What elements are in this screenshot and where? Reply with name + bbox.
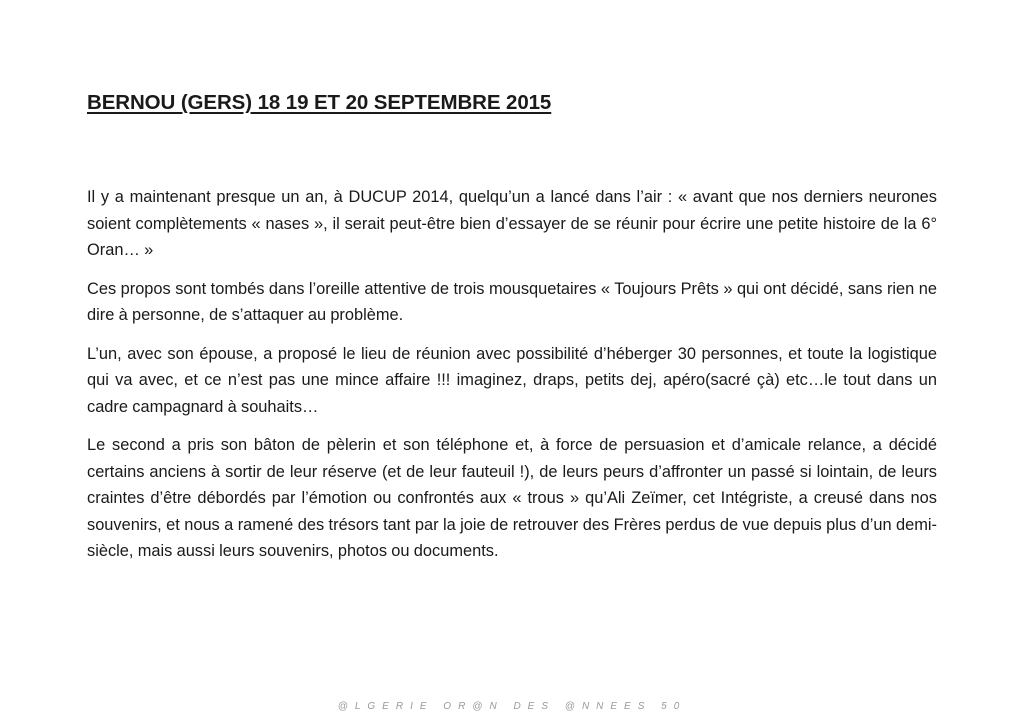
page-title: BERNOU (GERS) 18 19 ET 20 SEPTEMBRE 2015: [87, 91, 552, 114]
paragraph-4: Le second a pris son bâton de pèlerin et son téléphone et, à force de persuasion et d’amicale relance, a décidé certains anciens à sortir de leur réserve (et de leur fauteuil !), de leurs peurs d’affronter un passé si lointain, de leurs craintes d’être débordés par l’émotion ou confrontés aux « trous » qu’Ali Zeïmer, cet Intégriste, a creusé dans nos souvenirs, et nous a ramené des trésors tant par la joie de retrouver des Frères perdus de vue depuis plus d’un demi-siècle, mais aussi leurs souvenirs, photos ou documents.: [87, 436, 937, 560]
paragraph-3: L’un, avec son épouse, a proposé le lieu de réunion avec possibilité d’héberger 30 personnes, et toute la logistique qui va avec, et ce n’est pas une mince affaire !!! imaginez, draps, petits dej, apéro(sacré çà) etc…le tout dans un cadre campagnard à souhaits…: [87, 344, 937, 416]
page-footer: @LGERIE OR@N DES @NNEES 50: [337, 701, 687, 712]
paragraph-2: Ces propos sont tombés dans l’oreille attentive de trois mousquetaires « Toujours Prêts » qui ont décidé, sans rien ne dire à personne, de s’attaquer au problème.: [87, 279, 937, 324]
paragraph-1: Il y a maintenant presque un an, à DUCUP 2014, quelqu’un a lancé dans l’air : « avant que nos derniers neurones soient complètements « nases », il serait peut-être bien d’essayer de se réunir pour écrire une petite histoire de la 6° Oran… »: [87, 188, 937, 259]
document-body: [87, 184, 937, 577]
